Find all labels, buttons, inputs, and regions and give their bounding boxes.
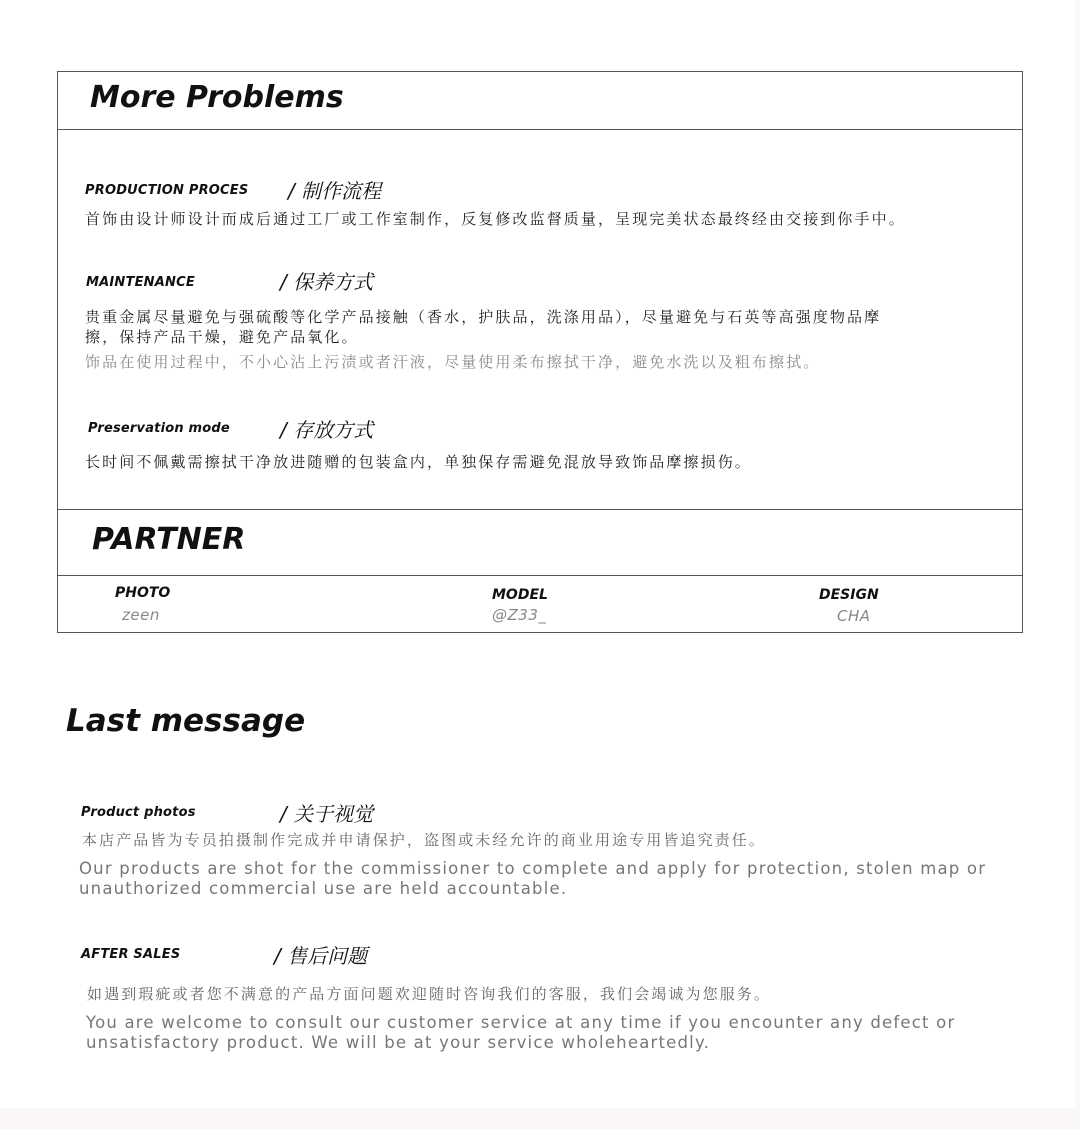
preservation-text: 长时间不佩戴需擦拭干净放进随赠的包装盒内，单独保存需避免混放导致饰品摩擦损伤。	[85, 453, 752, 471]
more-problems-title: More Problems	[90, 80, 344, 115]
partner-model-value: @Z33_	[492, 606, 547, 624]
partner-design-value: CHA	[837, 607, 871, 625]
title-divider	[58, 129, 1022, 130]
product-photos-text-cn: 本店产品皆为专员拍摄制作完成并申请保护，盗图或未经允许的商业用途专用皆追究责任。	[82, 831, 767, 849]
maintenance-text-3: 饰品在使用过程中，不小心沾上污渍或者汗液，尽量使用柔布擦拭干净，避免水洗以及粗布擦拭。	[85, 353, 821, 371]
after-sales-label-cn: / 售后问题	[274, 944, 368, 968]
after-sales-text-en-2: unsatisfactory product. We will be at your service wholeheartedly.	[86, 1033, 711, 1052]
maintenance-text-2: 擦，保持产品干燥，避免产品氧化。	[85, 328, 359, 346]
maintenance-label-cn: / 保养方式	[280, 270, 374, 294]
product-photos-text-en-2: unauthorized commercial use are held accountable.	[79, 879, 568, 898]
bottom-strip	[0, 1108, 1080, 1129]
right-edge-strip	[1075, 0, 1080, 1108]
product-photos-text-en-1: Our products are shot for the commissioner to complete and apply for protection, stolen map or	[79, 859, 987, 878]
partner-model-label: MODEL	[492, 587, 548, 603]
partner-design-label: DESIGN	[819, 587, 879, 603]
partner-photo-value: zeen	[122, 606, 160, 624]
production-label-cn: / 制作流程	[288, 179, 382, 203]
production-text: 首饰由设计师设计而成后通过工厂或工作室制作，反复修改监督质量，呈现完美状态最终经由交接到你手中。	[85, 210, 906, 228]
partner-photo-label: PHOTO	[115, 585, 171, 601]
preservation-label-cn: / 存放方式	[280, 418, 374, 442]
after-sales-text-en-1: You are welcome to consult our customer service at any time if you encounter any defect or	[86, 1013, 956, 1032]
product-photos-label-en: Product photos	[81, 805, 196, 820]
partner-top-divider	[58, 509, 1022, 510]
production-label-en: PRODUCTION PROCES	[85, 183, 249, 198]
preservation-label-en: Preservation mode	[88, 421, 230, 436]
partner-divider	[58, 575, 1022, 576]
after-sales-text-cn: 如遇到瑕疵或者您不满意的产品方面问题欢迎随时咨询我们的客服，我们会竭诚为您服务。	[87, 985, 772, 1003]
maintenance-label-en: MAINTENANCE	[86, 275, 195, 290]
partner-title: PARTNER	[92, 522, 246, 557]
maintenance-text-1: 贵重金属尽量避免与强硫酸等化学产品接触（香水，护肤品，洗涤用品），尽量避免与石英等高强度物品摩	[85, 308, 882, 326]
after-sales-label-en: AFTER SALES	[81, 947, 181, 962]
product-photos-label-cn: / 关于视觉	[280, 802, 374, 826]
last-message-title: Last message	[66, 703, 306, 739]
